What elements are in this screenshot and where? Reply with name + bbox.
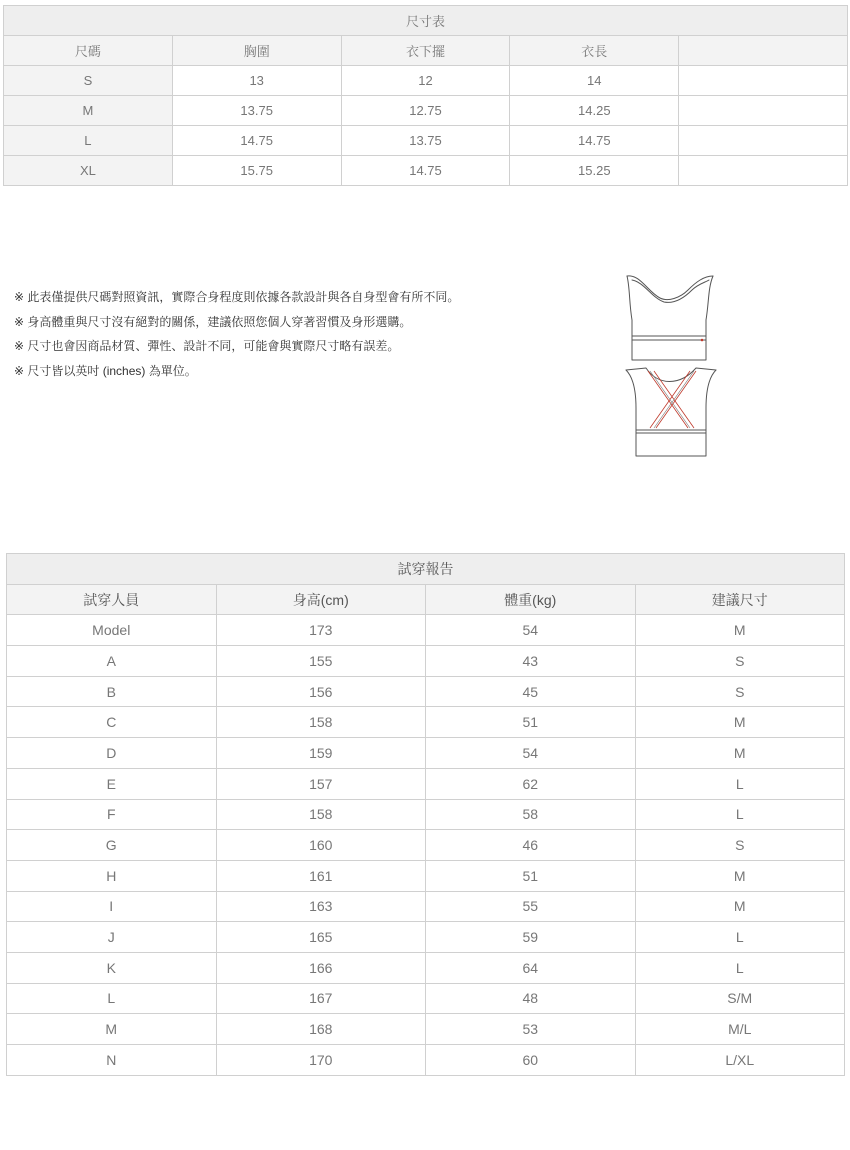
table-row (4, 66, 848, 96)
tester-label: J (7, 922, 217, 953)
table-row (4, 96, 848, 126)
table-row (7, 830, 845, 861)
table-cell (679, 156, 848, 186)
fit-report-table (6, 553, 845, 1076)
table-cell: 59 (426, 922, 636, 953)
table-cell: M (635, 738, 845, 769)
table-cell: 14 (510, 66, 679, 96)
table-cell: M (635, 707, 845, 738)
table-row (7, 799, 845, 830)
fit-report-title: 試穿報告 (7, 554, 845, 585)
header-size: 尺碼 (4, 36, 173, 66)
tester-label: C (7, 707, 217, 738)
table-cell: 46 (426, 830, 636, 861)
table-cell: 166 (216, 952, 426, 983)
table-cell: 15.75 (172, 156, 341, 186)
tester-label: B (7, 676, 217, 707)
size-label: S (4, 66, 173, 96)
table-cell: 158 (216, 799, 426, 830)
table-cell (679, 126, 848, 156)
table-cell: L (635, 768, 845, 799)
note-line: ※ 身高體重與尺寸沒有絕對的關係，建議依照您個人穿著習慣及身形選購。 (14, 314, 412, 329)
header-hem: 衣下擺 (341, 36, 510, 66)
header-empty (679, 36, 848, 66)
fit-report-body (7, 615, 845, 1075)
table-row (7, 983, 845, 1014)
fit-report-header-row (7, 584, 845, 615)
table-cell: 53 (426, 1014, 636, 1045)
tester-label: Model (7, 615, 217, 646)
size-chart-header-row (4, 36, 848, 66)
size-label: L (4, 126, 173, 156)
table-cell: 64 (426, 952, 636, 983)
table-cell: 159 (216, 738, 426, 769)
size-chart-table (3, 5, 848, 186)
table-cell: 12 (341, 66, 510, 96)
table-cell: 51 (426, 707, 636, 738)
table-cell: 156 (216, 676, 426, 707)
tester-label: A (7, 646, 217, 677)
table-cell: 51 (426, 860, 636, 891)
header-recommended-size: 建議尺寸 (635, 584, 845, 615)
table-row (7, 646, 845, 677)
header-length: 衣長 (510, 36, 679, 66)
table-cell: L (635, 952, 845, 983)
table-cell: 168 (216, 1014, 426, 1045)
tester-label: N (7, 1045, 217, 1076)
tester-label: K (7, 952, 217, 983)
tester-label: F (7, 799, 217, 830)
table-row (7, 738, 845, 769)
tester-label: E (7, 768, 217, 799)
note-line: ※ 尺寸也會因商品材質、彈性、設計不同，可能會與實際尺寸略有誤差。 (14, 339, 400, 353)
table-cell: 13 (172, 66, 341, 96)
table-row (7, 1045, 845, 1076)
table-row (7, 768, 845, 799)
table-cell: 167 (216, 983, 426, 1014)
table-row (7, 860, 845, 891)
header-weight: 體重(kg) (426, 584, 636, 615)
note-line: ※ 此表僅提供尺碼對照資訊，實際合身程度則依據各款設計與各自身型會有所不同。 (14, 290, 460, 304)
table-row (4, 126, 848, 156)
table-cell: 157 (216, 768, 426, 799)
table-cell: 155 (216, 646, 426, 677)
table-row (7, 615, 845, 646)
table-row (7, 952, 845, 983)
table-cell: 161 (216, 860, 426, 891)
header-tester: 試穿人員 (7, 584, 217, 615)
tester-label: M (7, 1014, 217, 1045)
table-cell: 170 (216, 1045, 426, 1076)
table-row (7, 676, 845, 707)
table-cell: 13.75 (341, 126, 510, 156)
size-label: XL (4, 156, 173, 186)
table-cell (679, 96, 848, 126)
table-row (7, 891, 845, 922)
table-row (7, 1014, 845, 1045)
table-cell: L/XL (635, 1045, 845, 1076)
table-cell: 58 (426, 799, 636, 830)
size-chart-title: 尺寸表 (4, 6, 848, 36)
size-label: M (4, 96, 173, 126)
table-cell: 12.75 (341, 96, 510, 126)
table-cell: 48 (426, 983, 636, 1014)
table-cell: 158 (216, 707, 426, 738)
table-cell: S (635, 646, 845, 677)
table-cell: 13.75 (172, 96, 341, 126)
table-cell: 55 (426, 891, 636, 922)
table-cell: 14.75 (172, 126, 341, 156)
table-row (4, 156, 848, 186)
table-cell: 62 (426, 768, 636, 799)
tester-label: G (7, 830, 217, 861)
table-cell: 173 (216, 615, 426, 646)
table-cell: M (635, 860, 845, 891)
sports-bra-front-back-icon (618, 268, 722, 464)
table-cell (679, 66, 848, 96)
table-cell: S (635, 830, 845, 861)
table-cell: 43 (426, 646, 636, 677)
tester-label: L (7, 983, 217, 1014)
table-cell: 60 (426, 1045, 636, 1076)
table-cell: 14.75 (510, 126, 679, 156)
table-cell: 45 (426, 676, 636, 707)
table-cell: M (635, 891, 845, 922)
tester-label: D (7, 738, 217, 769)
table-cell: 54 (426, 738, 636, 769)
header-height: 身高(cm) (216, 584, 426, 615)
table-cell: 163 (216, 891, 426, 922)
header-chest: 胸圍 (172, 36, 341, 66)
size-notes (14, 287, 574, 385)
tester-label: I (7, 891, 217, 922)
table-cell: S (635, 676, 845, 707)
table-cell: S/M (635, 983, 845, 1014)
table-cell: 14.75 (341, 156, 510, 186)
table-cell: 54 (426, 615, 636, 646)
table-cell: 14.25 (510, 96, 679, 126)
table-row (7, 922, 845, 953)
table-cell: M (635, 615, 845, 646)
table-row (7, 707, 845, 738)
table-cell: 160 (216, 830, 426, 861)
table-cell: L (635, 799, 845, 830)
table-cell: M/L (635, 1014, 845, 1045)
table-cell: 165 (216, 922, 426, 953)
table-cell: L (635, 922, 845, 953)
tester-label: H (7, 860, 217, 891)
table-cell: 15.25 (510, 156, 679, 186)
note-line: ※ 尺寸皆以英吋 (inches) 為單位。 (14, 363, 197, 378)
